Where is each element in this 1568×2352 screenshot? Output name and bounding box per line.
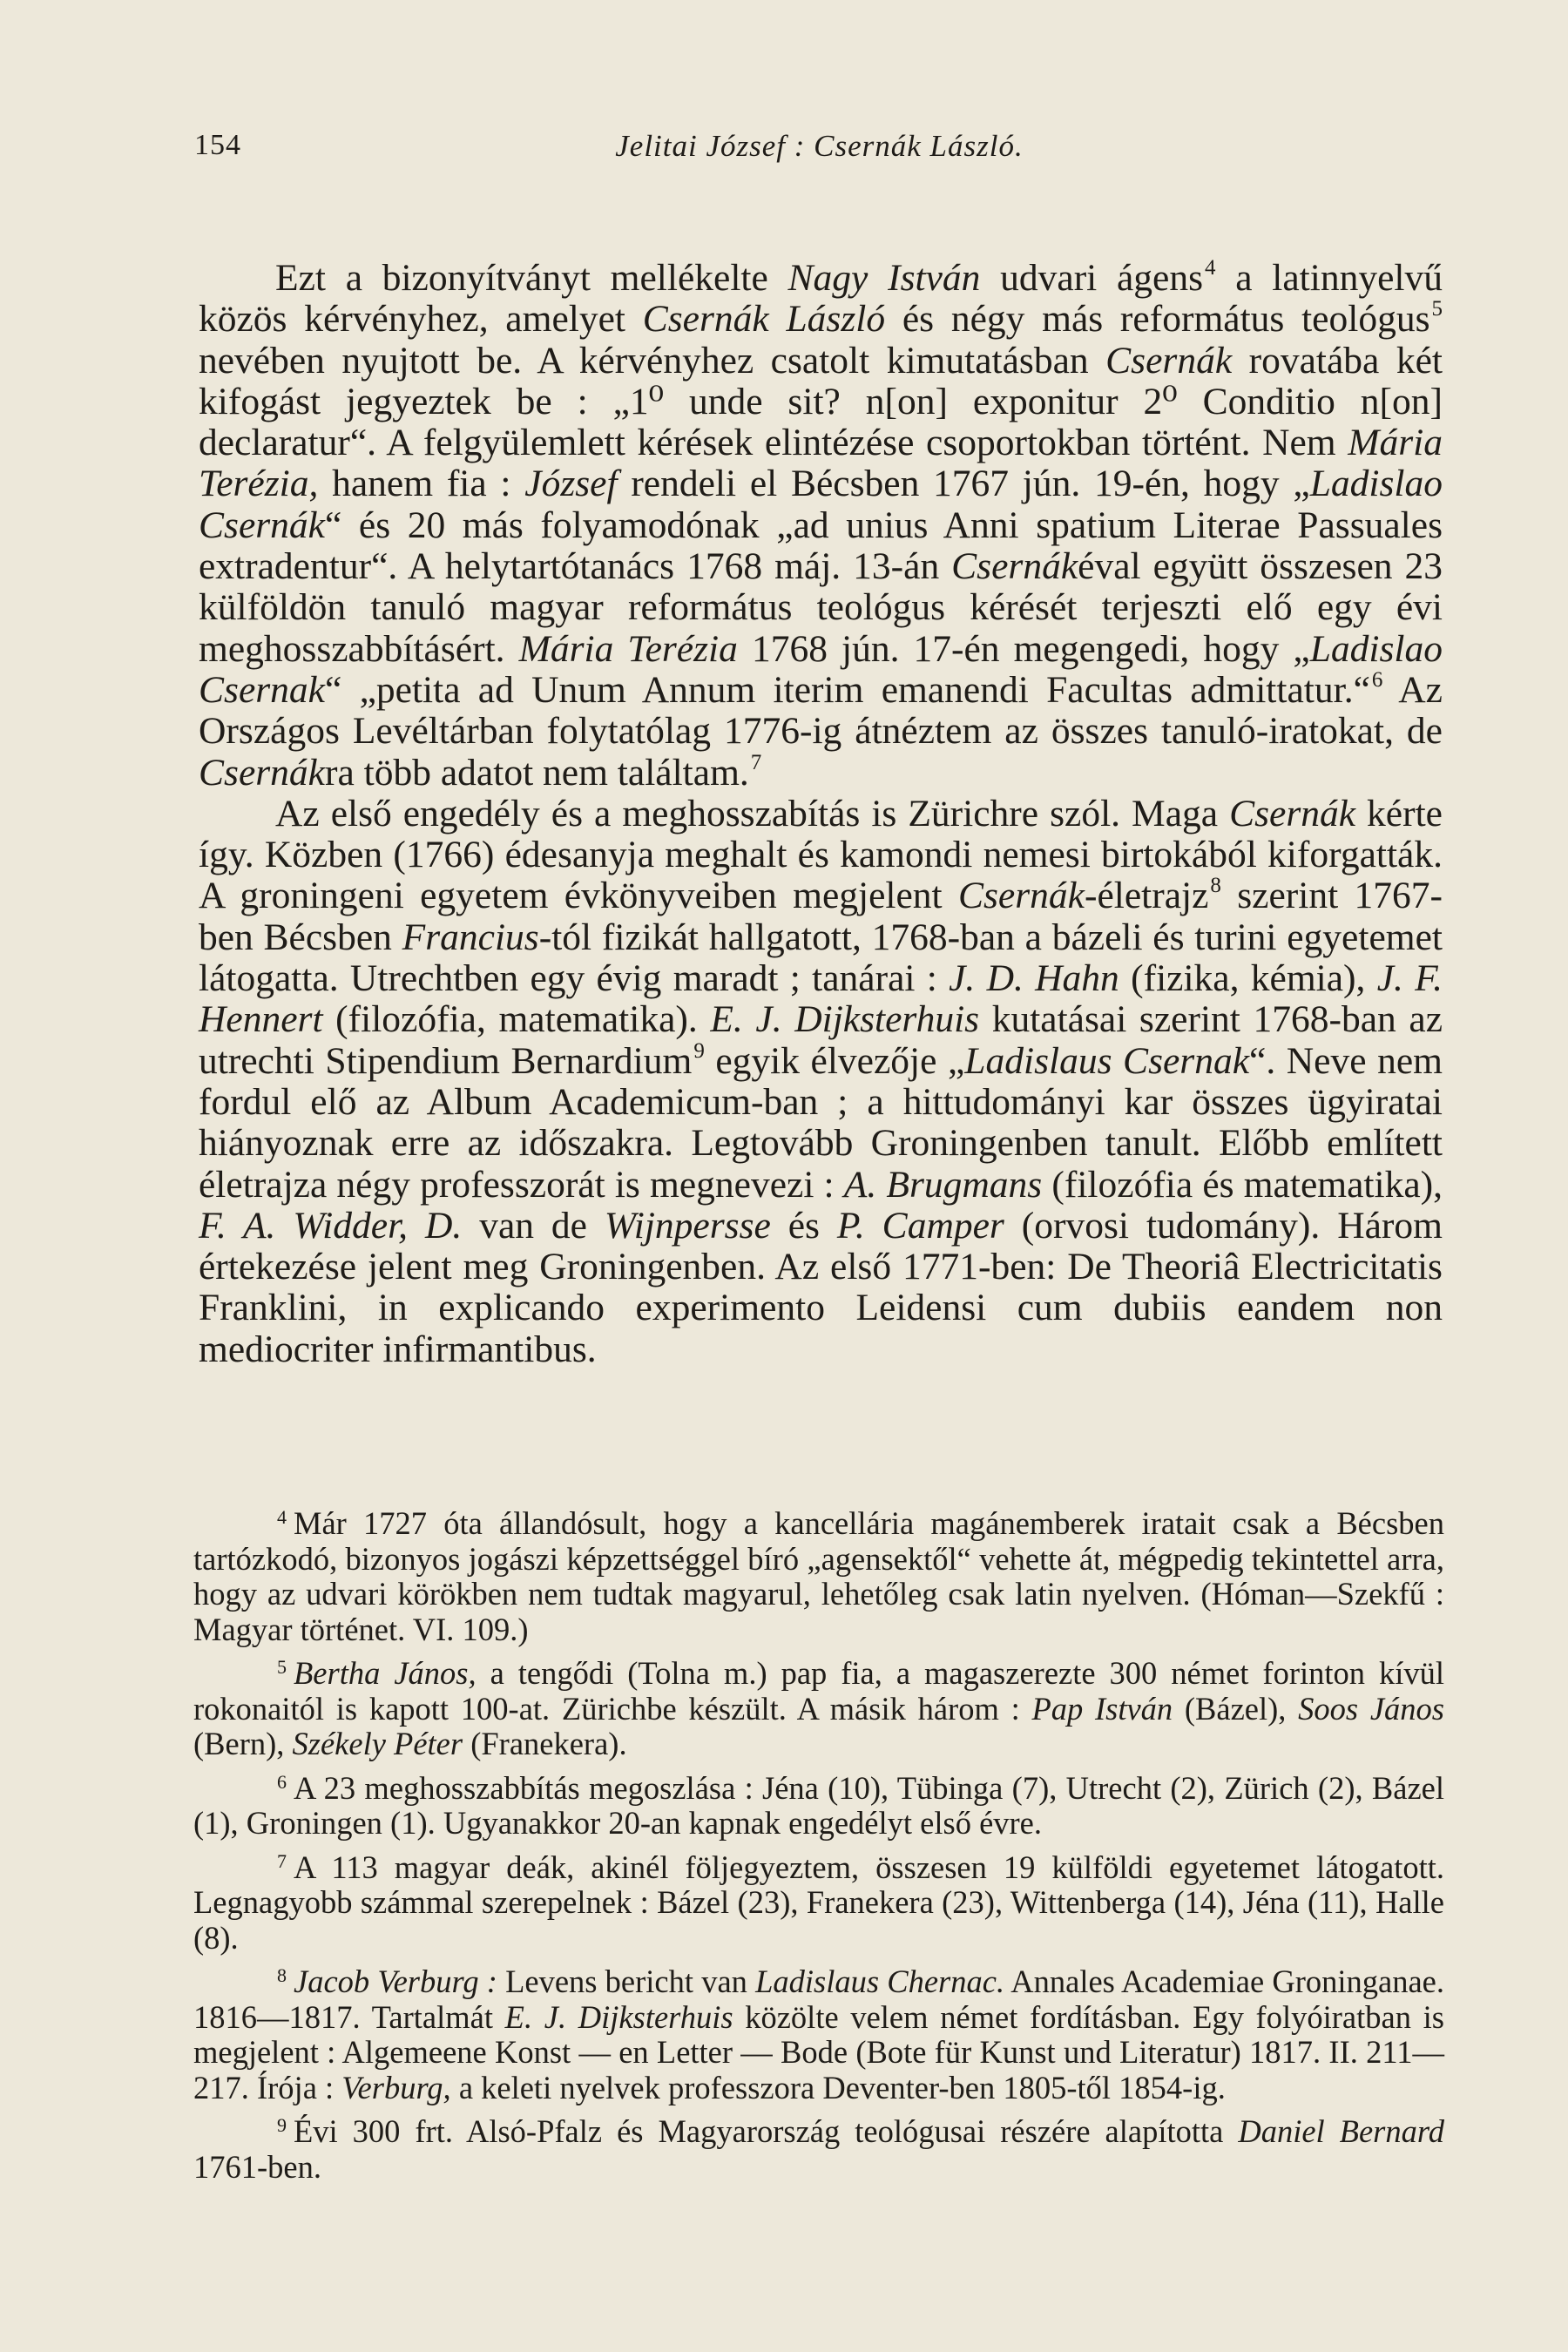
italic-text: A. Brugmans	[843, 1163, 1043, 1206]
italic-text: Nagy István	[787, 257, 981, 299]
italic-text: Csernák	[1229, 792, 1356, 835]
text-run: ra több adatot nem találtam.	[325, 751, 749, 794]
italic-text: Csernák	[199, 751, 325, 794]
footnote	[193, 1500, 1444, 1647]
text-run: “ „petita ad Unum Annum iterim emanendi Facultas admittatur.“	[325, 668, 1370, 711]
italic-text: Ladislaus Chernac.	[755, 1963, 1005, 1999]
running-title: Jelitai József : Csernák László.	[615, 129, 1024, 163]
italic-text: P. Camper	[836, 1204, 1004, 1247]
italic-text: Wijnpersse	[604, 1204, 771, 1247]
text-run: kutatásai szerint 1768-ban az utrechti Stipendium Bernardium	[199, 998, 1443, 1082]
footnote-number: 5	[277, 1656, 287, 1678]
body-paragraph	[199, 794, 1443, 1370]
italic-text: Ladislao Csernak	[199, 627, 1443, 711]
text-run: (Bern),	[193, 1726, 293, 1761]
text-run: Levens bericht van	[497, 1963, 756, 1999]
footnote-reference: 7	[750, 750, 762, 774]
italic-text: Jacob Verburg :	[294, 1963, 497, 1999]
footnote-number: 9	[277, 2114, 287, 2136]
footnote-number: 6	[277, 1770, 287, 1793]
body-paragraph	[199, 258, 1443, 794]
italic-text: Francius	[402, 916, 539, 958]
text-run: Az Országos Levéltárban folytatólag 1776-ig átnéztem az összes tanuló-iratokat, de	[199, 668, 1443, 753]
text-run: A 113 magyar deák, akinél följegyeztem, összesen 19 külföldi egyetemet látogatott. Legnagyobb számmal szerepelnek : Bázel (23), Franekera (23), Wittenberga (14), Jéna (11), Halle (8).	[193, 1848, 1444, 1956]
italic-text: Mária Terézia	[518, 627, 738, 670]
italic-text: F. A. Widder, D.	[199, 1204, 463, 1247]
text-run: 1761-ben.	[193, 2148, 321, 2185]
footnote-reference: 6	[1371, 667, 1383, 692]
text-run: -életrajz	[1084, 875, 1209, 917]
page-number: 154	[194, 129, 241, 161]
text-run: a tengődi (Tolna m.) pap fia, a magaszerezte 300 német forinton kívül rokonaitól is kapott 100-at. Zürichbe készült. A másik három :	[193, 1655, 1445, 1727]
main-text	[199, 258, 1443, 1370]
text-run: és négy más református teológus	[885, 298, 1430, 341]
italic-text: Csernák László	[642, 298, 886, 341]
italic-text: J. D. Hahn	[949, 957, 1119, 1000]
text-run: (orvosi tudomány). Három értekezése jelent meg Groningenben. Az első 1771-ben: De Theoriâ Electricitatis Franklini, in explicando experimento Leidensi cum dubiis eandem non mediocriter infirmantibus.	[199, 1204, 1443, 1370]
italic-text: Bertha János,	[294, 1655, 476, 1691]
text-run: udvari ágens	[980, 257, 1204, 299]
text-run: “. Neve nem fordul elő az Album Academicum-ban ; a hittudományi kar összes ügyiratai hiányoznak erre az időszakra. Legtovább Groningenben tanult. Előbb említett életrajza négy professzorát is megnevezi :	[199, 1039, 1443, 1206]
footnote	[193, 1765, 1444, 1842]
italic-text: Mária Terézia,	[199, 422, 1443, 505]
footnotes	[193, 1500, 1444, 2187]
italic-text: József	[524, 463, 618, 505]
italic-text: E. J. Dijksterhuis	[710, 998, 980, 1041]
italic-text: Ladislao Csernák	[199, 463, 1443, 546]
text-run: hanem fia :	[318, 463, 525, 505]
text-run: Évi 300 frt. Alsó-Pfalz és Magyarország teológusai részére alapította	[294, 2113, 1239, 2149]
italic-text: Ladislaus Csernak	[964, 1039, 1250, 1082]
footnote-reference: 4	[1205, 256, 1216, 280]
text-run: Annales Academiae Groninganae. 1816—1817. Tartalmát	[193, 1963, 1444, 2035]
text-run: és	[770, 1204, 837, 1247]
text-run: közölte velem német fordításban. Egy folyóiratban is megjelent : Algemeene Konst — en Letter — Bode (Bote für Kunst und Literatur) 1817. II. 211—217. Írója :	[193, 1998, 1444, 2105]
italic-text: J. F. Hennert	[199, 957, 1443, 1041]
footnote-reference: 9	[693, 1038, 705, 1063]
text-run: kérte így. Közben (1766) édesanyja meghalt és kamondi nemesi birtokából kiforgatták. A groningeni egyetem évkönyveiben megjelent	[199, 792, 1443, 917]
footnote-reference: 5	[1431, 297, 1443, 321]
text-run: A 23 meghosszabbítás megoszlása : Jéna (10), Tübinga (7), Utrecht (2), Zürich (2), Bázel (1), Groningen (1). Ugyanakkor 20-an kapnak engedélyt első évre.	[193, 1769, 1444, 1841]
text-run: (filozófia, matematika).	[322, 998, 711, 1041]
italic-text: Soos János	[1298, 1690, 1444, 1727]
text-run: Már 1727 óta állandósult, hogy a kancellária magánemberek iratait csak a Bécsben tartózkodó, bizonyos jogászi képzettséggel bíró „agensektől“ vehette át, mégpedig tekintettel arra, hogy az udvari körökben nem tudtak magyarul, lehetőleg csak latin nyelven. (Hóman—Szekfű : Magyar történet. VI. 109.)	[193, 1505, 1444, 1647]
italic-text: Csernák	[1105, 339, 1233, 382]
italic-text: E. J. Dijksterhuis	[504, 1998, 733, 2035]
footnote	[193, 1844, 1444, 1957]
text-run: a keleti nyelvek professzora Deventer-ben 1805-től 1854-ig.	[450, 2069, 1226, 2105]
italic-text: Csernák	[957, 875, 1085, 917]
italic-text: Székely Péter	[292, 1726, 463, 1761]
text-run: van de	[462, 1204, 605, 1247]
footnote	[193, 1958, 1444, 2105]
page-header	[194, 129, 1444, 181]
footnote-number: 8	[277, 1964, 287, 1986]
text-run: rendeli el Bécsben 1767 jún. 19-én, hogy „	[617, 463, 1310, 505]
text-run: “ és 20 más folyamodónak „ad unius Anni spatium Literae Passuales extradentur“. A helytartótanács 1768 máj. 13-án	[199, 504, 1443, 588]
text-run: (filozófia és matematika),	[1042, 1163, 1443, 1206]
text-run: Ezt a bizonyítványt mellékelte	[275, 257, 788, 299]
text-run: rovatába két kifogást jegyeztek be : „1⁰ unde sit? n[on] exponitur 2⁰ Conditio n[on] declaratur“. A felgyülemlett kérések elintézése csoportokban történt. Nem	[199, 339, 1443, 464]
text-run: (Franekera).	[463, 1726, 627, 1761]
text-run: -tól fizikát hallgatott, 1768-ban a bázeli és turini egyetemet látogatta. Utrechtben egy évig maradt ; tanárai :	[199, 916, 1443, 1000]
footnote-number: 7	[277, 1849, 287, 1872]
text-run: (Bázel),	[1173, 1690, 1299, 1727]
text-run: egyik élvezője „	[704, 1039, 965, 1082]
footnote-reference: 8	[1210, 874, 1221, 898]
text-run: a latinnyelvű közös kérvényhez, amelyet	[199, 257, 1443, 341]
italic-text: Pap István	[1031, 1690, 1173, 1727]
text-run: szerint 1767-ben Bécsben	[199, 875, 1443, 958]
italic-text: Daniel Bernard	[1238, 2113, 1444, 2149]
italic-text: Verburg,	[341, 2069, 451, 2105]
text-run: éval együtt összesen 23 külföldön tanuló magyar református teológus kérését terjeszti elő egy évi meghosszabbításért.	[199, 545, 1443, 670]
footnote	[193, 2108, 1444, 2185]
italic-text: Csernák	[951, 545, 1078, 588]
text-run: (fizika, kémia),	[1119, 957, 1377, 1000]
text-run: 1768 jún. 17-én megengedi, hogy „	[737, 627, 1310, 670]
footnote	[193, 1650, 1444, 1762]
footnote-number: 4	[277, 1506, 287, 1528]
text-run: Az első engedély és a meghosszabítás is Zürichre szól. Maga	[275, 792, 1230, 835]
text-run: nevében nyujtott be. A kérvényhez csatolt kimutatásban	[199, 339, 1106, 382]
